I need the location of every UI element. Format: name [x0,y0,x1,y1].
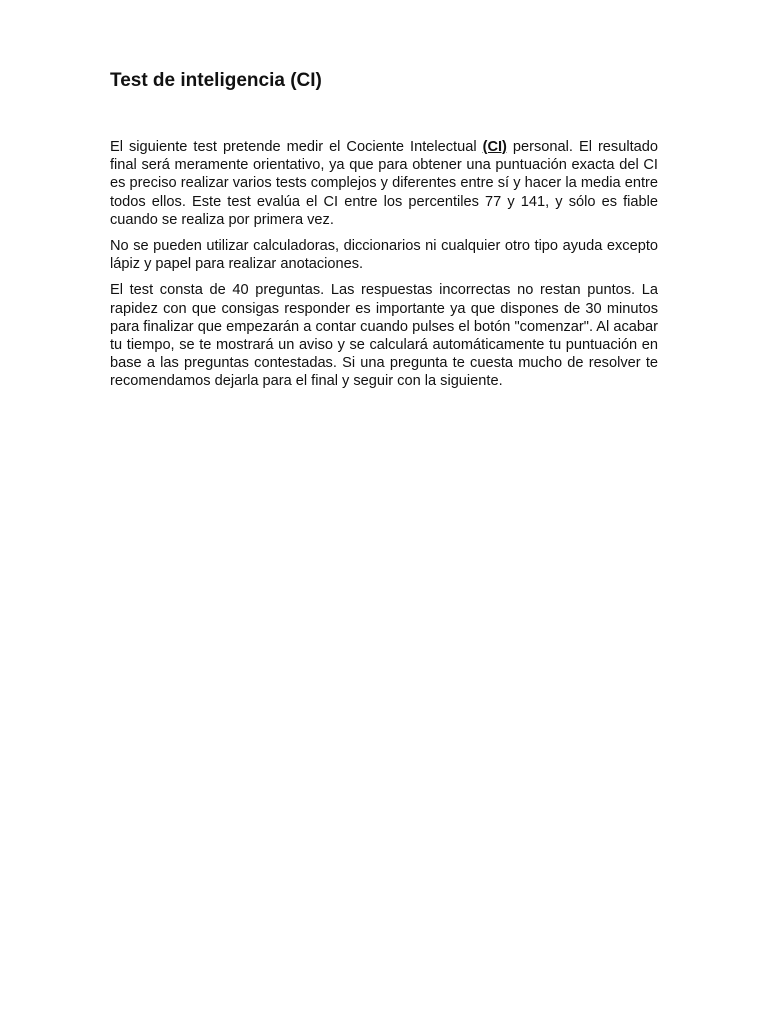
rules-paragraph: No se pueden utilizar calculadoras, diccionarios ni cualquier otro tipo ayuda excepto lápiz y papel para realizar anotaciones. [110,238,658,273]
document-body [110,68,658,391]
intro-text-before: El siguiente test pretende medir el Cociente Intelectual [110,139,483,155]
instructions-paragraph: El test consta de 40 preguntas. Las respuestas incorrectas no restan puntos. La rapidez con que consigas responder es importante ya que dispones de 30 minutos para finalizar que empezarán a contar cuando pulses el botón "comenzar". Al acabar tu tiempo, se te mostrará un aviso y se calculará automáticamente tu puntuación en base a las preguntas contestadas. Si una pregunta te cuesta mucho de resolver te recomendamos dejarla para el final y seguir con la siguiente. [110,282,658,390]
document-title: Test de inteligencia (CI) [110,70,322,91]
intro-paragraph [110,138,658,229]
intro-text-after: personal. El resultado final será meramente orientativo, ya que para obtener una puntuación exacta del CI es preciso realizar varios tests complejos y diferentes entre sí y hacer la media entre todos ellos. Este test evalúa el CI entre los percentiles 77 y 141, y sólo es fiable cuando se realiza por primera vez. [110,139,658,228]
ci-abbreviation: (CI) [482,139,507,155]
